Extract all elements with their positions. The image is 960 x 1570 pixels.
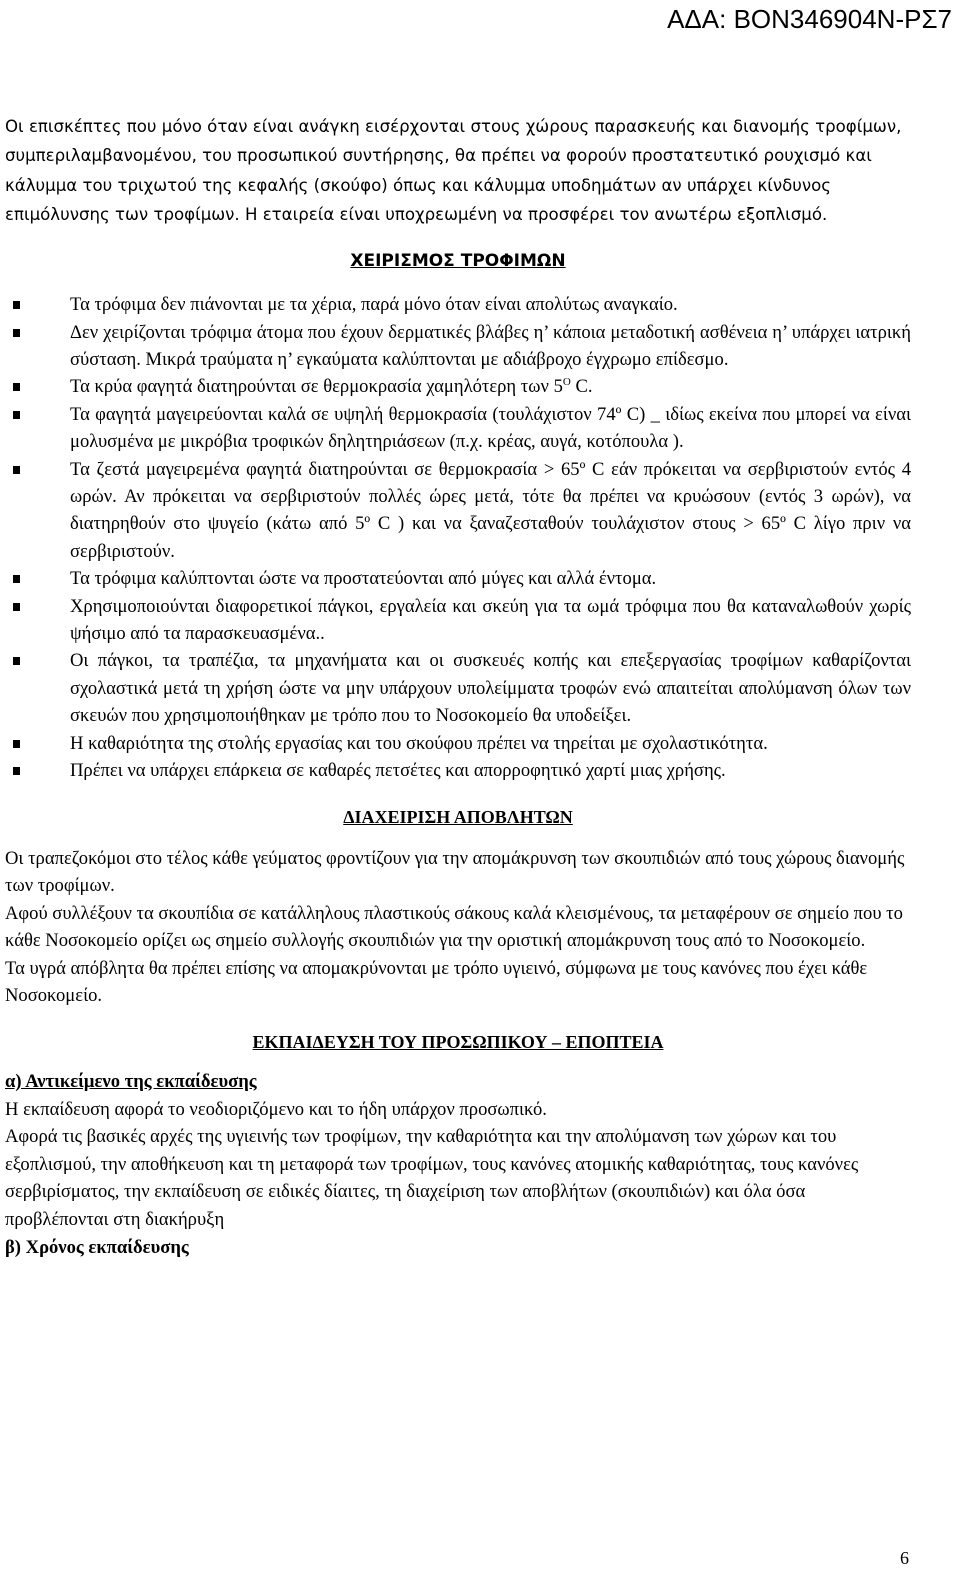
page-number: 6: [900, 1548, 909, 1568]
list-item: Τα κρύα φαγητά διατηρούνται σε θερμοκρασία χαμηλότερη των $5^O$ C.: [70, 373, 911, 400]
bullet-square-icon: [13, 301, 20, 309]
training-subsection-b: β) Χρόνος εκπαίδευσης: [5, 1236, 189, 1258]
bullet-square-icon: [13, 466, 20, 474]
bullet-square-icon: [13, 383, 20, 391]
food-handling-heading: ΧΕΙΡΙΣΜΟΣ ΤΡΟΦΙΜΩΝ: [350, 251, 566, 272]
training-subsection-a: α) Αντικείμενο της εκπαίδευσης: [5, 1071, 257, 1093]
list-item: Τα τρόφιμα καλύπτονται ώστε να προστατεύονται από μύγες και αλλά έντομα.: [70, 565, 911, 592]
intro-paragraph: Οι επισκέπτες που μόνο όταν είναι ανάγκη εισέρχονται στους χώρους παρασκευής και διανομής τροφίμων, συμπεριλαμβανομένου, του προσωπικού συντήρησης, θα πρέπει να φορούν προστατευτικό ρουχισμό και κάλυμμα του τριχωτού της κεφαλής (σκούφο) όπως και κάλυμμα υποδημάτων αν υπάρχει κίνδυνος επιμόλυνσης των τροφίμων. Η εταιρεία είναι υποχρεωμένη να προσφέρει τον ανωτέρω εξοπλισμό.: [5, 117, 902, 224]
waste-paragraph: Τα υγρά απόβλητα θα πρέπει επίσης να απομακρύνονται με τρόπο υγιεινό, σύμφωνα με τους κανόνες που έχει κάθε Νοσοκομείο.: [5, 957, 868, 1007]
waste-paragraph: Οι τραπεζοκόμοι στο τέλος κάθε γεύματος φροντίζουν για την απομάκρυνση των σκουπιδιών από τους χώρους διανομής των τροφίμων.: [5, 847, 905, 897]
bullet-square-icon: [13, 575, 20, 583]
training-paragraph: Αφορά τις βασικές αρχές της υγιεινής των τροφίμων, την καθαριότητα και την απολύμανση των χώρων και του εξοπλισμού, την αποθήκευση και τη μεταφορά των τροφίμων, τους κανόνες ατομικής καθαριότητας, τους κανόνες σερβιρίσματος, την εκπαίδευση σε ειδικές δίαιτες, τη διαχείριση των αποβλήτων (σκουπιδιών) και όλα όσα προβλέπονται στη διακήρυξη: [5, 1126, 859, 1231]
document-body: [5, 112, 911, 1261]
ada-code: ΑΔΑ: ΒΟΝ346904Ν-ΡΣ7: [667, 4, 952, 34]
food-handling-list: [5, 291, 911, 784]
bullet-square-icon: [13, 603, 20, 611]
list-item: Τα ζεστά μαγειρεμένα φαγητά διατηρούνται σε θερμοκρασία > 65º C εάν πρόκειται να σερβιριστούν εντός 4 ωρών. Αν πρόκειται να σερβιριστούν πολλές ώρες μετά, τότε θα πρέπει να κρυώσουν (εντός 3 ωρών), να διατηρηθούν στο ψυγείο (κάτω από 5º C ) και να ξαναζεσταθούν τουλάχιστον στους > 65º C λίγο πριν να σερβιριστούν.: [70, 456, 911, 566]
list-item: Τα τρόφιμα δεν πιάνονται με τα χέρια, παρά μόνο όταν είναι απολύτως αναγκαίο.: [70, 291, 911, 318]
list-item: Η καθαριότητα της στολής εργασίας και του σκούφου πρέπει να τηρείται με σχολαστικότητα.: [70, 730, 911, 757]
bullet-square-icon: [13, 657, 20, 665]
waste-heading: ΔΙΑΧΕΙΡΙΣΗ ΑΠΟΒΛΗΤΩΝ: [343, 806, 573, 827]
bullet-square-icon: [13, 411, 20, 419]
list-item: Χρησιμοποιούνται διαφορετικοί πάγκοι, εργαλεία και σκεύη για τα ωμά τρόφιμα που θα καταναλωθούν χωρίς ψήσιμο από τα παρασκευασμένα..: [70, 593, 911, 648]
waste-paragraph: Αφού συλλέξουν τα σκουπίδια σε κατάλληλους πλαστικούς σάκους καλά κλεισμένους, τα μεταφέρουν σε σημείο που το κάθε Νοσοκομείο ορίζει ως σημείο συλλογής σκουπιδιών για την οριστική απομάκρυνση τους από το Νοσοκομείο.: [5, 902, 903, 952]
bullet-square-icon: [13, 767, 20, 775]
list-item: Πρέπει να υπάρχει επάρκεια σε καθαρές πετσέτες και απορροφητικό χαρτί μιας χρήσης.: [70, 757, 911, 784]
bullet-square-icon: [13, 329, 20, 337]
list-item: Τα φαγητά μαγειρεύονται καλά σε υψηλή θερμοκρασία (τουλάχιστον 74º C) _ ιδίως εκείνα που μπορεί να είναι μολυσμένα με μικρόβια τροφικών δηλητηριάσεων (π.χ. κρέας, αυγά, κοτόπουλα ).: [70, 401, 911, 456]
list-item: Οι πάγκοι, τα τραπέζια, τα μηχανήματα και οι συσκευές κοπής και επεξεργασίας τροφίμων καθαρίζονται σχολαστικά μετά τη χρήση ώστε να μην υπάρχουν υπολείμματα τροφών ενώ απαιτείται απολύμανση όλων των σκευών που χρησιμοποιήθηκαν με τρόπο που το Νοσοκομείο θα υποδείξει.: [70, 647, 911, 729]
training-paragraph: Η εκπαίδευση αφορά το νεοδιοριζόμενο και το ήδη υπάρχον προσωπικό.: [5, 1098, 547, 1120]
bullet-square-icon: [13, 740, 20, 748]
list-item: Δεν χειρίζονται τρόφιμα άτομα που έχουν δερματικές βλάβες η’ κάποια μεταδοτική ασθένεια η’ υπάρχει ιατρική σύσταση. Μικρά τραύματα η’ εγκαύματα καλύπτονται με αδιάβροχο έγχρωμο επίδεσμο.: [70, 319, 911, 374]
training-heading: ΕΚΠΑΙΔΕΥΣΗ ΤΟΥ ΠΡΟΣΩΠΙΚΟΥ – ΕΠΟΠΤΕΙΑ: [252, 1032, 664, 1053]
